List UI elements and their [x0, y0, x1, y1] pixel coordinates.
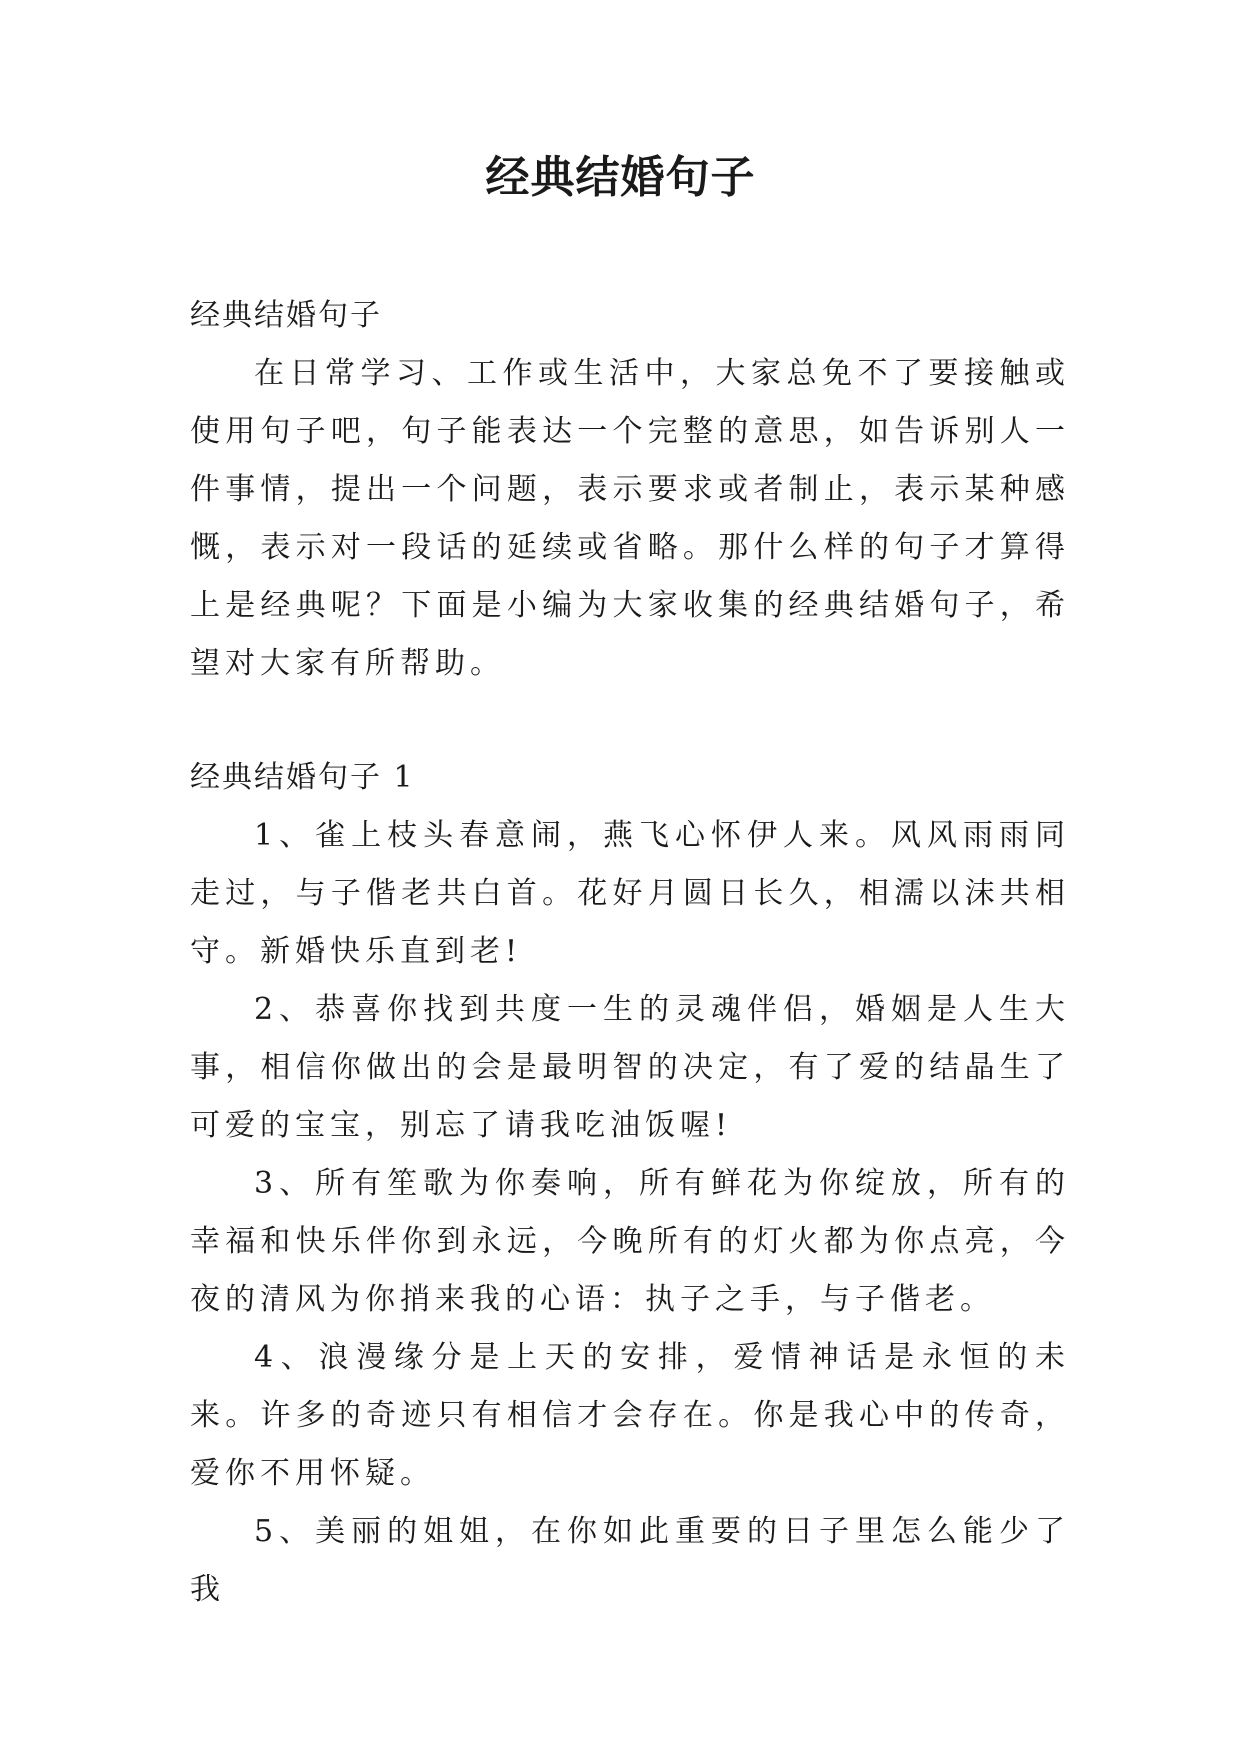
sentence-item-5: 5、美丽的姐姐，在你如此重要的日子里怎么能少了我: [190, 1514, 1070, 1607]
sentence-item-3: 3、所有笙歌为你奏响，所有鲜花为你绽放，所有的幸福和快乐伴你到永远，今晚所有的灯火都为你点亮，今夜的清风为你捎来我的心语：执子之手，与子偕老。: [190, 1166, 1070, 1317]
sentence-item-2: 2、恭喜你找到共度一生的灵魂伴侣，婚姻是人生大事，相信你做出的会是最明智的决定，有了爱的结晶生了可爱的宝宝，别忘了请我吃油饭喔!: [190, 992, 1070, 1143]
document-title: 经典结婚句子: [485, 152, 756, 203]
sentence-item-4: 4、浪漫缘分是上天的安排，爱情神话是永恒的未来。许多的奇迹只有相信才会存在。你是我心中的传奇，爱你不用怀疑。: [190, 1340, 1070, 1491]
document-body: [190, 287, 1070, 1619]
document-subtitle: 经典结婚句子: [190, 298, 382, 333]
intro-paragraph: 在日常学习、工作或生活中，大家总免不了要接触或使用句子吧，句子能表达一个完整的意思，如告诉别人一件事情，提出一个问题，表示要求或者制止，表示某种感慨，表示对一段话的延续或省略。那什么样的句子才算得上是经典呢？下面是小编为大家收集的经典结婚句子，希望对大家有所帮助。: [190, 356, 1070, 681]
section-heading: 经典结婚句子 1: [190, 760, 415, 795]
sentence-item-1: 1、雀上枝头春意闹，燕飞心怀伊人来。风风雨雨同走过，与子偕老共白首。花好月圆日长久，相濡以沫共相守。新婚快乐直到老!: [190, 818, 1070, 969]
